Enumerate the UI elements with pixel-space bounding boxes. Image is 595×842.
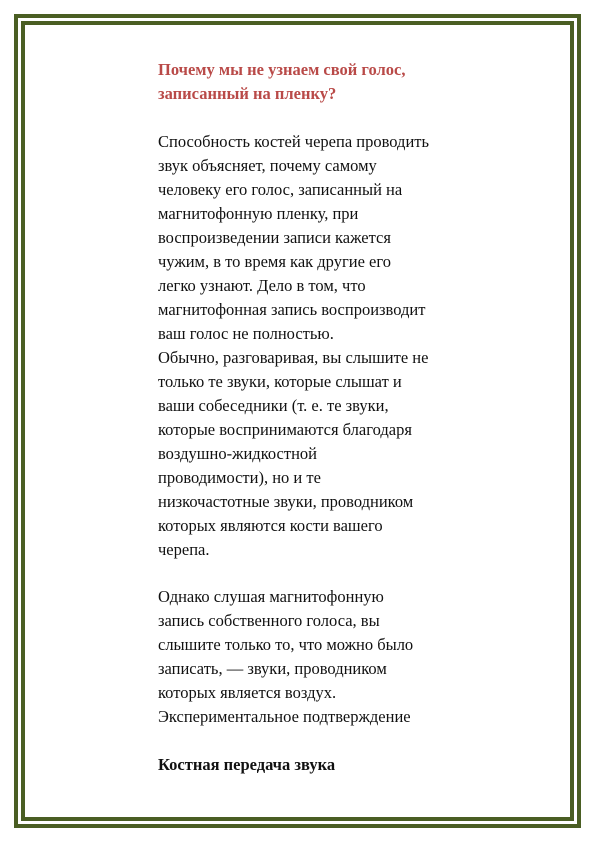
paragraph-line: ваши собеседники (т. е. те звуки, (158, 396, 389, 415)
section-heading: Костная передача звука (158, 755, 336, 774)
paragraph-line: которых являются кости вашего (158, 516, 383, 535)
paragraph-bone-conduction (158, 130, 498, 562)
paragraph-line: которых является воздух. (158, 683, 337, 702)
paragraph-line: воспроизведении записи кажется (158, 228, 391, 247)
paragraph-line: Однако слушая магнитофонную (158, 587, 384, 606)
paragraph-line: слышите только то, что можно было (158, 635, 414, 654)
document-title (158, 58, 498, 106)
paragraph-line: проводимости), но и те (158, 468, 321, 487)
document-body (158, 58, 498, 777)
paragraph-line: ваш голос не полностью. (158, 324, 334, 343)
paragraph-line: Экспериментальное подтверждение (158, 707, 411, 726)
title-line: Почему мы не узнаем свой голос, (158, 60, 406, 79)
paragraph-line: Обычно, разговаривая, вы слышите не (158, 348, 429, 367)
paragraph-line: запись собственного голоса, вы (158, 611, 380, 630)
paragraph-line: человеку его голос, записанный на (158, 180, 403, 199)
paragraph-line: записать, — звуки, проводником (158, 659, 387, 678)
paragraph-line: звук объясняет, почему самому (158, 156, 377, 175)
paragraph-line: магнитофонная запись воспроизводит (158, 300, 426, 319)
paragraph-recording (158, 585, 498, 729)
paragraph-line: черепа. (158, 540, 210, 559)
paragraph-line: легко узнают. Дело в том, что (158, 276, 366, 295)
paragraph-line: Способность костей черепа проводить (158, 132, 430, 151)
paragraph-line: чужим, в то время как другие его (158, 252, 391, 271)
paragraph-line: магнитофонную пленку, при (158, 204, 359, 223)
paragraph-line: которые воспринимаются благодаря (158, 420, 412, 439)
title-line: записанный на пленку? (158, 84, 337, 103)
paragraph-line: низкочастотные звуки, проводником (158, 492, 414, 511)
paragraph-line: воздушно-жидкостной (158, 444, 317, 463)
paragraph-line: только те звуки, которые слышат и (158, 372, 402, 391)
